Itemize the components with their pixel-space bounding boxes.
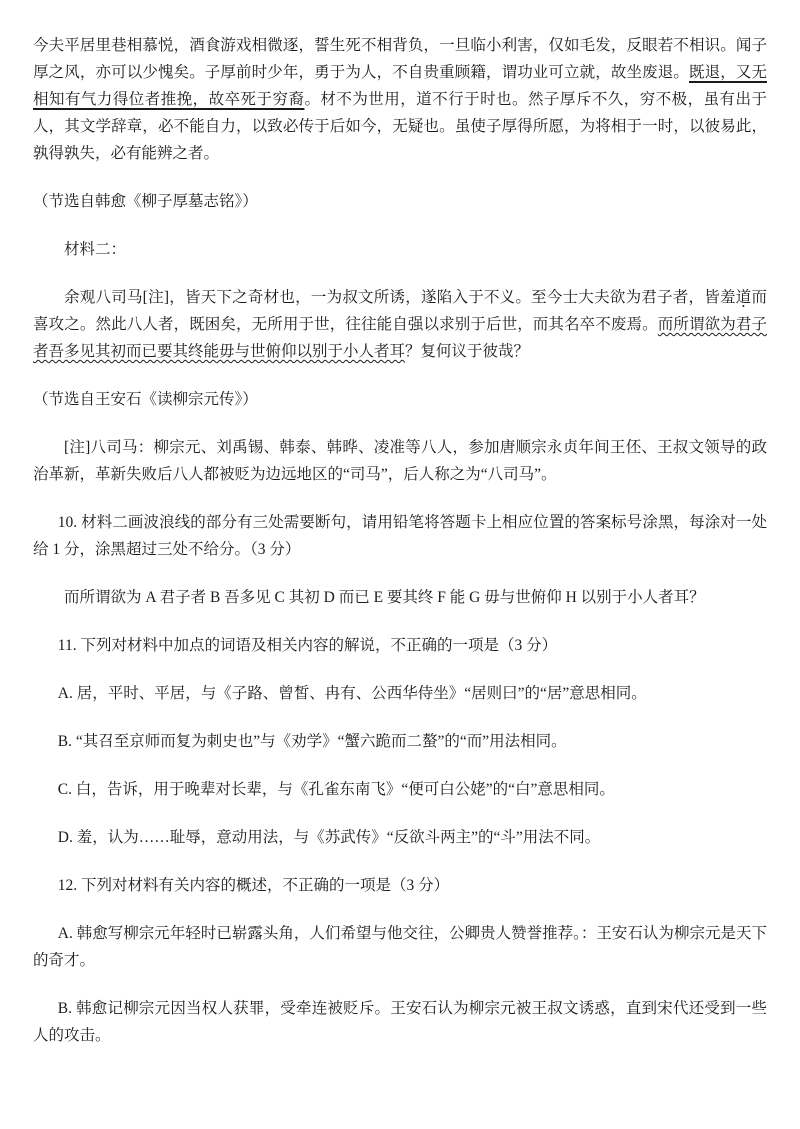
question-10-sentence: 而所谓欲为 A 君子者 B 吾多见 C 其初 D 而已 E 要其终 F 能 G 毋与世俯仰 H 以别于小人者耳？ <box>64 589 705 606</box>
material-two-text: 余观八司马[注]，皆天下之奇材也，一为叔文所诱，遂陷入于不义。至今士大夫欲为君子者，皆 <box>64 289 720 306</box>
material-one-underlined-text: 既退，又无相知有气力得位者推挽，故卒死于穷裔 <box>33 64 767 108</box>
material-two-citation: （节选自王安石《读柳宗元传》） <box>33 391 258 408</box>
footnote: [注]八司马：柳宗元、刘禹锡、韩泰、韩晔、凌准等八人，参加唐顺宗永贞年间王伾、王叔文领导的政治革新，革新失败后八人都被贬为边远地区的“司马”，后人称之为“八司马”。 <box>33 439 767 483</box>
question-11-option-b: B. “其召至京师而复为刺史也”与《劝学》“蟹六跪而二螯”的“而”用法相同。 <box>57 733 567 750</box>
material-one-text-continued: 。材不为世用，道不行于时也。然子厚斥不久，穷不极，虽有出于人，其文学辞章，必不能自力，以致必传于后如今，无疑也。虽使子厚得所愿，为将相于一时，以彼易此，孰得孰失，必有能辨之者。 <box>33 91 767 162</box>
material-two-heading: 材料二： <box>64 241 127 258</box>
material-one-text: 今夫平居里巷相慕悦，酒食游戏相微逐，誓生死不相背负，一旦临小利害，仅如毛发，反眼若不相识。闻子厚之风，亦可以少愧矣。子厚前时少年，勇于为人，不自贵重顾籍，谓功业可立就，故坐废退。 <box>33 37 767 81</box>
question-12-stem: 12. 下列对材料有关内容的概述，不正确的一项是（3 分） <box>57 877 450 894</box>
question-11-stem: 11. 下列对材料中加点的词语及相关内容的解说，不正确的一项是（3 分） <box>57 637 558 654</box>
question-11-option-c: C. 白，告诉，用于晚辈对长辈，与《孔雀东南飞》“便可白公姥”的“白”意思相同。 <box>57 781 615 798</box>
question-11-option-d: D. 羞，认为……耻辱，意动用法，与《苏武传》“反欲斗两主”的“斗”用法不同。 <box>57 829 601 846</box>
material-two-dotted-char: 羞 <box>720 289 736 306</box>
material-two-wavy-underlined-text: 而所谓欲为君子者吾多见其初而已要其终能毋与世俯仰以别于小人者耳 <box>33 316 767 360</box>
material-one-citation: （节选自韩愈《柳子厚墓志铭》） <box>33 193 258 210</box>
question-10-stem: 10. 材料二画波浪线的部分有三处需要断句，请用铅笔将答题卡上相应位置的答案标号涂黑，每涂对一处给 1 分，涂黑超过三处不给分。（3 分） <box>33 514 767 558</box>
question-11-option-a: A. 居，平时、平居，与《子路、曾皙、冉有、公西华侍坐》“居则曰”的“居”意思相同。 <box>57 685 647 702</box>
question-12-option-a: A. 韩愈写柳宗元年轻时已崭露头角，人们希望与他交往，公卿贵人赞誉推荐。：王安石认为柳宗元是天下的奇才。 <box>33 925 767 969</box>
material-one-paragraph <box>33 32 767 167</box>
material-two-paragraph <box>33 284 767 365</box>
material-two-text-continued: 道而喜攻之。然此八人者，既困矣，无所用于世，往往能自强以求别于后世，而其名卒不废焉。 <box>33 289 767 333</box>
question-12-option-b: B. 韩愈记柳宗元因当权人获罪，受牵连被贬斥。王安石认为柳宗元被王叔文诱惑，直到宋代还受到一些人的攻击。 <box>33 1000 767 1044</box>
material-two-text-end: ？复何议于彼哉？ <box>405 343 530 360</box>
